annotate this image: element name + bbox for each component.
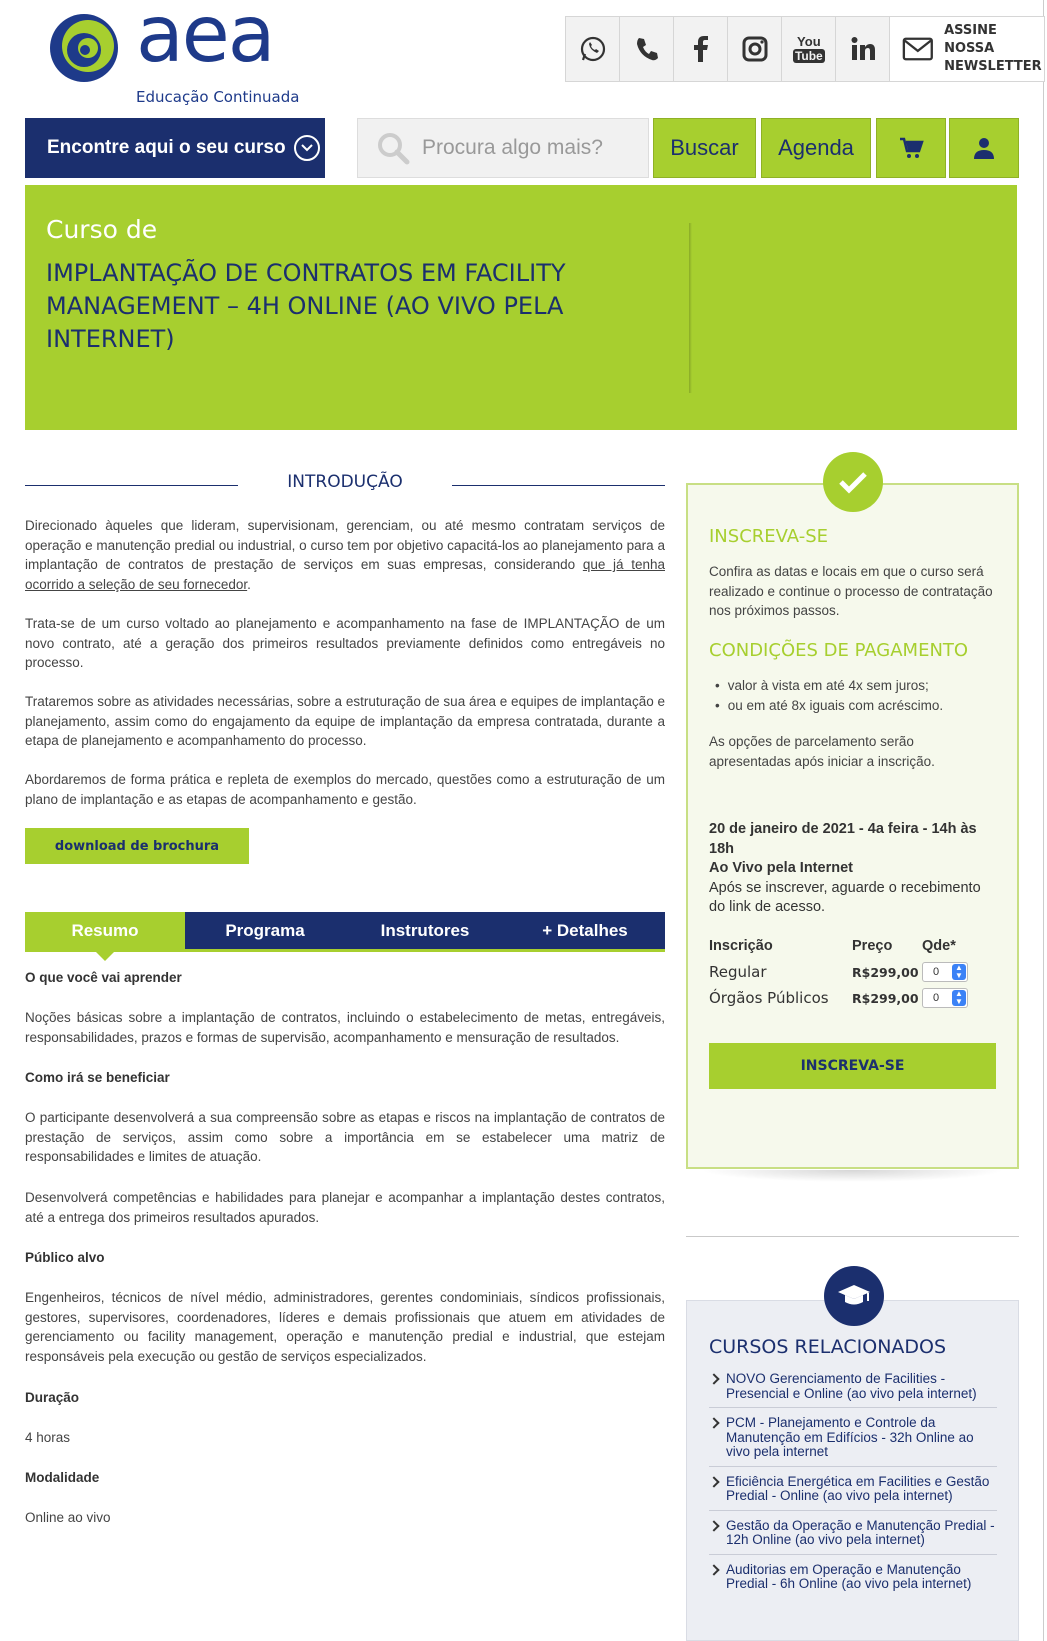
logo-wordmark: aea — [136, 0, 274, 80]
resumo-text-audience: Engenheiros, técnicos de nível médio, administradores, gerentes condominiais, síndicos profissionais, gestores, supervisores, coordenadores, líderes e demais profissionais que atuem em atividades de gerenciamento ou facility management, operação e manutenção predial e industrial, que estejam responsáveis pela execução ou gestão de serviços especializados. — [25, 1290, 665, 1364]
resumo-text-duration: 4 horas — [25, 1430, 71, 1445]
youtube-top: You — [797, 34, 821, 49]
user-account-button[interactable] — [949, 118, 1019, 178]
course-tabs — [25, 912, 665, 952]
search-button[interactable]: Buscar — [653, 118, 756, 178]
linkedin-icon[interactable] — [836, 17, 890, 81]
column-header: Inscrição — [709, 938, 773, 954]
tab-resumo[interactable]: Resumo — [25, 912, 185, 949]
intro-heading: INTRODUÇÃO — [287, 472, 403, 492]
tab-instrutores[interactable]: Instrutores — [345, 912, 505, 949]
resumo-heading-duration: Duração — [25, 1390, 80, 1405]
instagram-icon[interactable] — [728, 17, 782, 81]
course-title: IMPLANTAÇÃO DE CONTRATOS EM FACILITY MANAGEMENT – 4H ONLINE (AO VIVO PELA INTERNET) — [46, 259, 566, 353]
related-course-link[interactable]: Eficiência Energética em Facilities e Gestão Predial - Online (ao vivo pela internet) — [709, 1475, 997, 1511]
intro-text: . — [247, 576, 251, 592]
ticket-type: Regular — [709, 963, 767, 981]
ticket-price: R$299,00 — [852, 990, 919, 1006]
payment-conditions — [709, 676, 999, 715]
payment-note: As opções de parcelamento serão apresentadas após iniciar a inscrição. — [709, 734, 935, 769]
tab-detalhes[interactable]: + Detalhes — [505, 912, 665, 949]
hero-divider — [689, 223, 692, 393]
enroll-text: Confira as datas e locais em que o curso será realizado e continue o processo de contratação nos próximos passos. — [709, 564, 993, 618]
download-brochure-button[interactable]: download de brochura — [25, 828, 249, 864]
related-courses-list — [709, 1372, 997, 1606]
chevron-down-icon — [294, 135, 320, 161]
cart-button[interactable] — [876, 118, 946, 178]
resumo-heading-benefit: Como irá se beneficiar — [25, 1070, 170, 1085]
quantity-value: 0 — [933, 992, 940, 1004]
agenda-button[interactable]: Agenda — [761, 118, 871, 178]
enroll-button[interactable]: INSCREVA-SE — [709, 1043, 996, 1089]
payment-heading: CONDIÇÕES DE PAGAMENTO — [709, 640, 969, 661]
supplier-selection-link[interactable]: que já tenha ocorrido a seleção de seu fornecedor — [25, 557, 665, 592]
session-info — [709, 820, 999, 918]
session-note: Após se inscrever, aguarde o recebimento do link de acesso. — [709, 879, 981, 915]
course-hero — [25, 185, 1017, 430]
related-course-link[interactable]: PCM - Planejamento e Controle da Manutenção em Edifícios - 32h Online ao vivo pela internet — [709, 1416, 997, 1467]
quantity-value: 0 — [933, 966, 940, 978]
find-course-label: Encontre aqui o seu curso — [47, 137, 286, 158]
quantity-stepper[interactable] — [922, 962, 968, 982]
social-bar — [565, 16, 1045, 82]
graduation-cap-icon — [824, 1266, 884, 1326]
resumo-heading-mode: Modalidade — [25, 1470, 100, 1485]
column-header: Qde* — [922, 938, 956, 954]
envelope-icon — [902, 36, 934, 62]
resumo-heading-audience: Público alvo — [25, 1250, 105, 1265]
list-item: • valor à vista em até 4x sem juros; — [709, 676, 999, 696]
intro-paragraph-3: Trataremos sobre as atividades necessárias, sobre a estruturação de sua área e equipes de implantação e planejamento, assim como do engajamento da equipe de implantação da empresa contratada, durante a etapa de planejamento e acompanhamento do processo. — [25, 694, 665, 748]
related-course-link[interactable]: Gestão da Operação e Manutenção Predial - 12h Online (ao vivo pela internet) — [709, 1519, 997, 1555]
price-table — [709, 933, 979, 1011]
ticket-price: R$299,00 — [852, 964, 919, 980]
column-header: Preço — [852, 938, 893, 954]
list-item: • ou em até 8x iguais com acréscimo. — [709, 696, 999, 716]
session-location: Ao Vivo pela Internet — [709, 860, 853, 876]
facebook-icon[interactable] — [674, 17, 728, 81]
related-heading: CURSOS RELACIONADOS — [709, 1336, 947, 1358]
related-course-link[interactable]: NOVO Gerenciamento de Facilities - Presencial e Online (ao vivo pela internet) — [709, 1372, 997, 1408]
stepper-arrows-icon: ▲ ▼ — [952, 964, 966, 980]
table-row — [709, 985, 979, 1011]
newsletter-link[interactable] — [890, 17, 1044, 81]
user-icon — [971, 135, 997, 161]
tab-programa[interactable]: Programa — [185, 912, 345, 949]
check-icon — [823, 452, 883, 512]
intro-text: Direcionado àqueles que lideram, supervisionam, gerenciam, ou até mesmo contratam serviços de operação e manutenção predial ou industrial, o curso tem por objetivo capacitá-los ao planejamento para a implantação de contratos de prestação de serviços em suas empresas, considerando — [25, 518, 665, 572]
phone-icon[interactable] — [620, 17, 674, 81]
aea-logo[interactable] — [44, 0, 304, 108]
resumo-text-mode: Online ao vivo — [25, 1510, 111, 1525]
intro-paragraph-2: Trata-se de um curso voltado ao planejamento e acompanhamento na fase de IMPLANTAÇÃO de um novo contrato, até a geração dos primeiros resultados previamente definidos como entregáveis no processo. — [25, 616, 665, 670]
table-row — [709, 959, 979, 985]
stepper-arrows-icon: ▲ ▼ — [952, 990, 966, 1006]
ticket-type: Órgãos Públicos — [709, 989, 829, 1007]
search-input[interactable] — [422, 136, 642, 160]
whatsapp-icon[interactable] — [566, 17, 620, 81]
newsletter-label — [944, 22, 1044, 76]
youtube-bottom: Tube — [794, 49, 823, 63]
related-course-link[interactable]: Auditorias em Operação e Manutenção Predial - 6h Online (ao vivo pela internet) — [709, 1563, 997, 1598]
quantity-stepper[interactable] — [922, 988, 968, 1008]
find-course-dropdown[interactable] — [25, 118, 325, 178]
logo-subtitle: Educação Continuada — [136, 88, 300, 106]
newsletter-line2: NEWSLETTER — [944, 59, 1042, 74]
session-date: 20 de janeiro de 2021 - 4a feira - 14h às 18h — [709, 821, 977, 857]
frame-border — [1043, 0, 1044, 1641]
box-shadow — [700, 1170, 1005, 1182]
intro-heading-row — [25, 472, 665, 496]
hero-pretitle: Curso de — [46, 215, 158, 244]
newsletter-line1: ASSINE NOSSA — [944, 23, 997, 56]
divider — [686, 1236, 1019, 1237]
logo-swirl-icon — [44, 8, 134, 88]
resumo-text-learn: Noções básicas sobre a implantação de contratos, incluindo o estabelecimento de metas, entregáveis, responsabilidades, prazos e formas de supervisão, acompanhamento e mensuração de resultados. — [25, 1010, 665, 1045]
youtube-icon[interactable] — [782, 17, 836, 81]
search-box — [357, 118, 649, 178]
intro-paragraph-1 — [25, 516, 665, 594]
table-header — [709, 933, 979, 959]
cart-icon — [898, 135, 924, 161]
search-icon — [376, 131, 410, 165]
resumo-text-skills: Desenvolverá competências e habilidades para planejar e acompanhar a implantação destes contratos, até a entrega dos primeiros resultados apurados. — [25, 1190, 665, 1225]
resumo-heading-learn: O que você vai aprender — [25, 970, 182, 985]
enroll-heading: INSCREVA-SE — [709, 526, 829, 547]
resumo-text-benefit: O participante desenvolverá a sua compreensão sobre as etapas e riscos na implantação de contratos de prestação de serviços, assim como sobre a importância em se estabelecer uma matriz de responsabilidades e limites de atuação. — [25, 1110, 665, 1164]
intro-paragraph-4: Abordaremos de forma prática e repleta de exemplos do mercado, questões como a estruturação de um plano de implantação e as etapas de acompanhamento e gestão. — [25, 772, 665, 807]
